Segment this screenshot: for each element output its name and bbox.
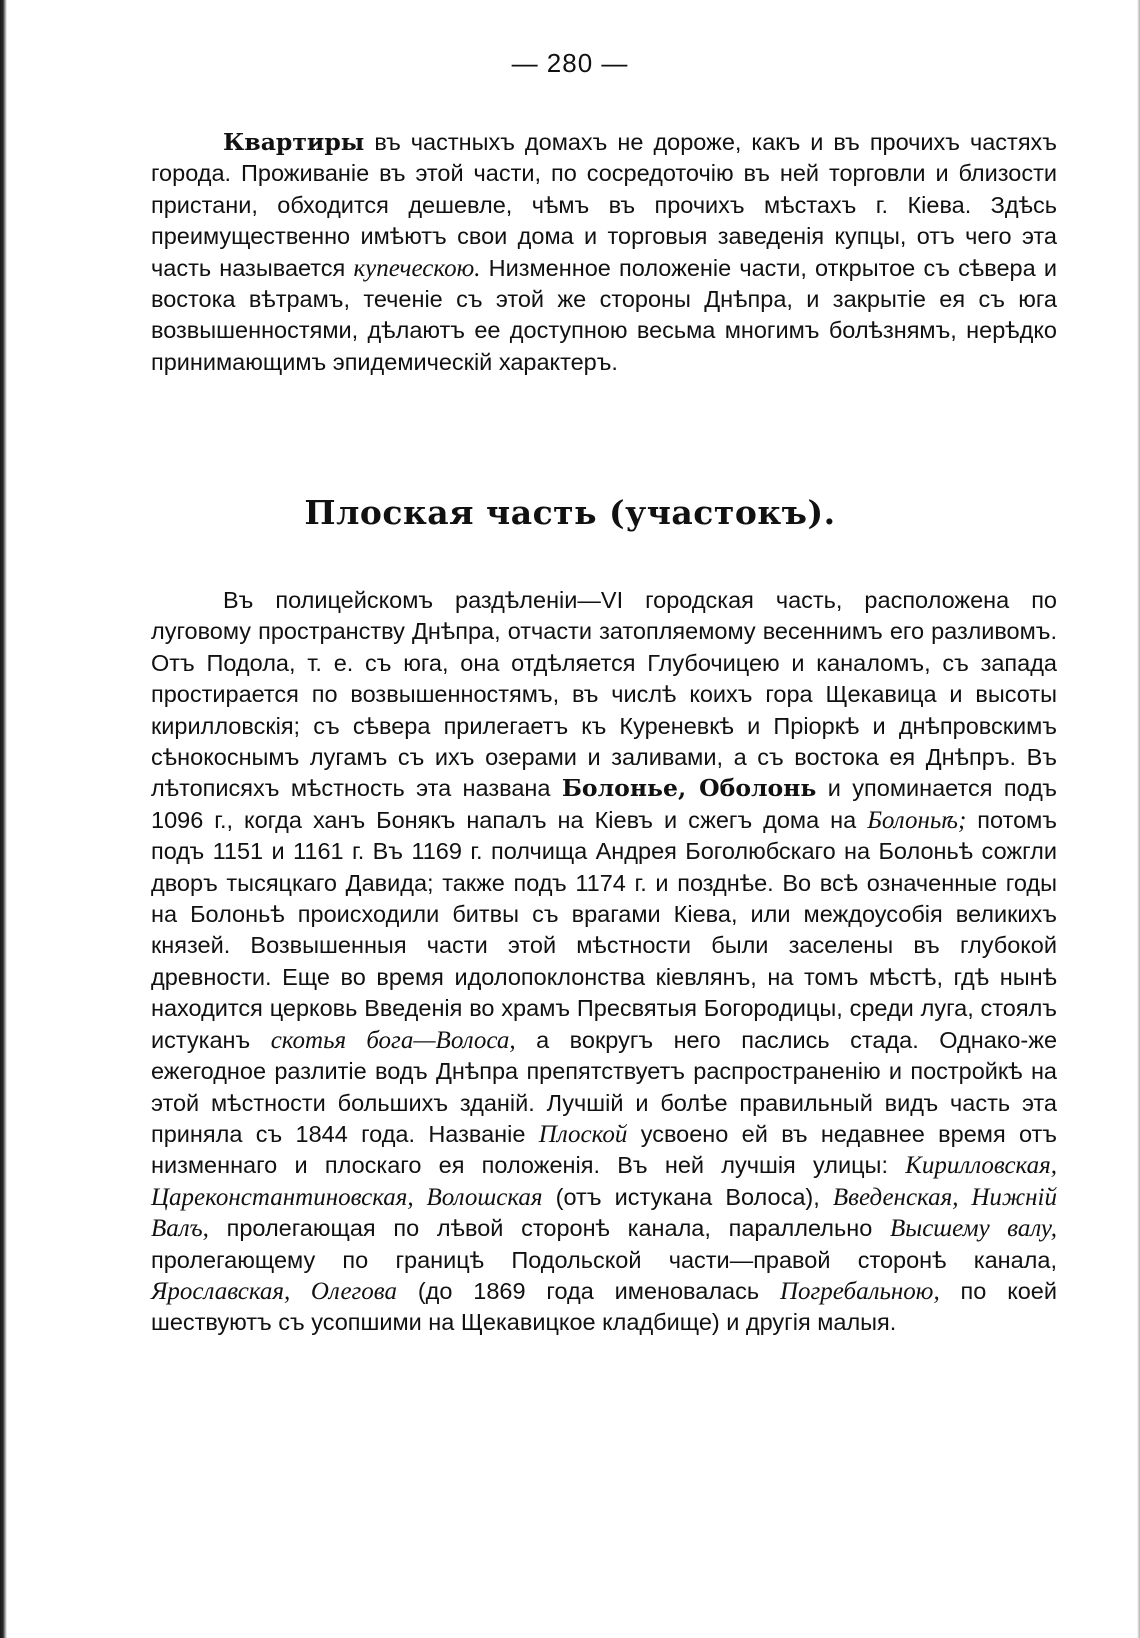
italic-streets-1: Кирилловская, Цареконстантиновская, Волошская [151,1152,1057,1211]
italic-ploskoy: Плоской [538,1120,628,1148]
text-run: Въ полицейскомъ раздѣленіи—VI городская часть, расположена по луговому пространству Днѣпра, отчасти затопляемому весеннимъ его разливомъ. Отъ Подола, т. е. съ юга, она отдѣляется Глубочицею и каналомъ, съ запада простирается по возвышенностямъ, въ числѣ коихъ гора Щекавица и высоты кирилловскія; съ сѣвера прилегаетъ къ Куреневкѣ и Пріоркѣ и днѣпровскимъ сѣнокоснымъ лугамъ съ ихъ озерами и заливами, а съ востока ея Днѣпръ. Въ лѣтописяхъ мѣстность эта названа [151,587,1057,802]
text-run: и упоминается подъ 1096 г., когда ханъ Бонякъ напалъ на Кіевъ и сжегъ дома на [151,775,1057,833]
section-heading: Плоская часть (участокъ). [304,493,836,532]
italic-kupecheskoyu: купеческою. [353,254,481,282]
italic-streets-3: Ярославская, Олегова [151,1277,397,1305]
scan-edge-left [0,0,7,1638]
text-run: Низменное положеніе части, открытое съ сѣвера и востока вѣтрамъ, теченіе съ этой же стороны Днѣпра, и закрытіе ея съ юга возвышенностями, дѣлаютъ ее доступною весьма многимъ болѣзнямъ, нерѣдко принимающимъ эпидемическій характеръ. [151,254,1057,375]
text-run: пролегающему по границѣ Подольской части—правой сторонѣ канала, [151,1246,1057,1273]
text-run: (до 1869 года именовалась [396,1277,780,1304]
text-run: пролегающая по лѣвой сторонѣ канала, параллельно [208,1215,890,1242]
text-run: по коей шествуютъ съ усопшими на Щекавицкое кладбище) и другія малыя. [151,1277,1058,1336]
italic-pogrebalnoyu: Погребальною, [779,1277,940,1305]
text-run: (отъ истукана Волоса), [542,1183,833,1210]
paragraph-kvartiry [151,127,1057,378]
text-run: усвоено ей въ недавнее время отъ низменнаго и плоскаго ея положенія. Въ ней лучшія улицы: [151,1120,1057,1179]
text-run: потомъ подъ 1151 и 1161 г. Въ 1169 г. полчища Андрея Боголюбскаго на Болоньѣ сожгли дворъ тысяцкаго Давида; также подъ 1174 г. и позднѣе. Во всѣ означенные годы на Болоньѣ происходили битвы съ врагами Кіева, или междоусобія великихъ князей. Возвышенныя части этой мѣстности были заселены въ глубокой древности. Еще во время идолопоклонства кіевлянъ, на томъ мѣстѣ, гдѣ нынѣ находится церковь Введенія во храмъ Пресвятыя Богородицы, среди луга, стоялъ истуканъ [151,806,1057,1053]
keyword-kvartiry: Квартиры [223,128,365,156]
text-run: а вокругъ него паслись стада. Однако-же ежегодное разлитіе водъ Днѣпра препятствуетъ распространенію и постройкѣ на этой мѣстности большихъ зданій. Лучшій и болѣе правильный видъ часть эта приняла съ 1844 года. Названіе [151,1026,1058,1147]
italic-streets-2: Введенская, Нижній Валъ, [151,1183,1057,1243]
italic-volos: скотья бога—Волоса, [270,1026,516,1054]
italic-bolone: Болоньѣ; [867,806,967,834]
italic-vysshemu-valu: Высшему валу, [890,1215,1057,1243]
keyword-bolone: Болонье, Оболонь [561,774,817,803]
paragraph-ploskaya [151,585,1057,1339]
page-number: — 280 — [511,48,629,78]
text-run: въ частныхъ домахъ не дороже, какъ и въ прочихъ частяхъ города. Проживаніе въ этой части, по сосредоточію въ ней торговли и близости пристани, обходится дешевле, чѣмъ въ прочихъ мѣстахъ г. Кіева. Здѣсь преимущественно имѣютъ свои дома и торговыя заведенія купцы, отъ чего эта часть называется [151,129,1057,281]
